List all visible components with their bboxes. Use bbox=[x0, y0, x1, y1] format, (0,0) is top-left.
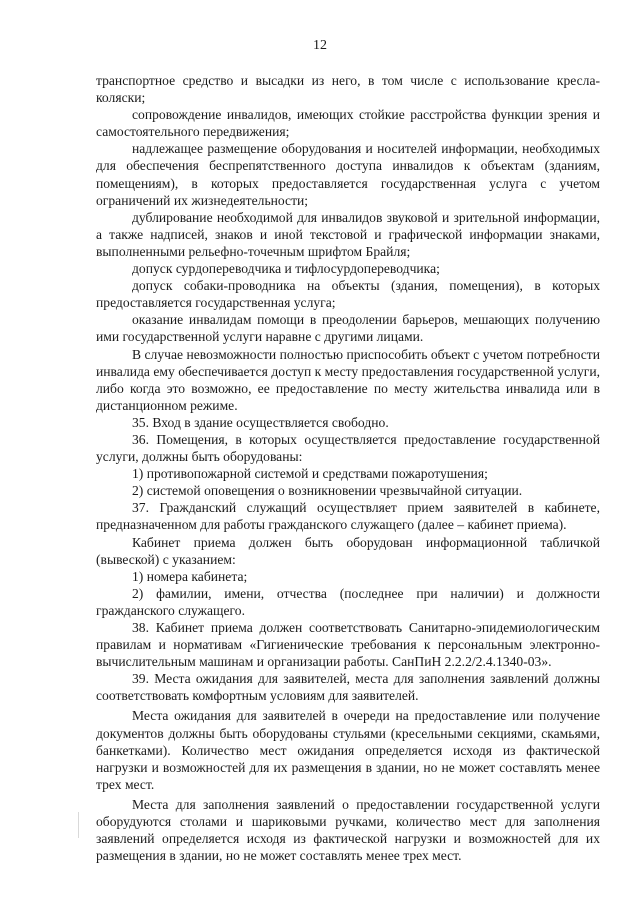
paragraph: оказание инвалидам помощи в преодолении барьеров, мешающих получению ими государственной услуги наравне с другими лицами. bbox=[96, 312, 600, 345]
paragraph: 35. Вход в здание осуществляется свободно. bbox=[132, 414, 389, 430]
paragraph: Места ожидания для заявителей в очереди на предоставление или получение документов должны быть оборудованы стульями (кресельными секциями, скамьями, банкетками). Количество мест ожидания определяется исходя из фактической нагрузки и возможностей для их размещения в здании, но не может составлять менее трех мест. bbox=[96, 708, 600, 792]
paragraph: Места для заполнения заявлений о предоставлении государственной услуги оборудуются столами и шариковыми ручками, количество мест для заполнения заявлений определяется исходя из фактической нагрузки и возможностей для их размещения в здании, но не может составлять менее трех мест. bbox=[96, 796, 600, 864]
paragraph: 37. Гражданский служащий осуществляет прием заявителей в кабинете, предназначенном для работы гражданского служащего (далее – кабинет приема). bbox=[96, 500, 600, 533]
page-number: 12 bbox=[313, 38, 327, 53]
paragraph: допуск собаки-проводника на объекты (здания, помещения), в которых предоставляется государственная услуга; bbox=[96, 278, 600, 311]
scan-margin-mark bbox=[78, 812, 79, 838]
paragraph: надлежащее размещение оборудования и носителей информации, необходимых для обеспечения беспрепятственного доступа инвалидов к объектам (зданиям, помещениям), в которых предоставляется государственная услуга с учетом ограничений их жизнедеятельности; bbox=[96, 141, 600, 208]
paragraph: 2) системой оповещения о возникновении чрезвычайной ситуации. bbox=[132, 483, 523, 499]
paragraph: Кабинет приема должен быть оборудован информационной табличкой (вывеской) с указанием: bbox=[96, 534, 600, 567]
paragraph: допуск сурдопереводчика и тифлосурдопереводчика; bbox=[132, 261, 440, 277]
paragraph: 2) фамилии, имени, отчества (последнее при наличии) и должности гражданского служащего. bbox=[96, 585, 600, 618]
paragraph: 39. Места ожидания для заявителей, места для заполнения заявлений должны соответствовать комфортным условиям для заявителей. bbox=[96, 671, 600, 704]
paragraph: В случае невозможности полностью приспособить объект с учетом потребности инвалида ему обеспечивается доступ к месту предоставления государственной услуги, либо когда это возможно, ее предоставление по месту жительства инвалида или в дистанционном режиме. bbox=[96, 346, 600, 413]
paragraph: 38. Кабинет приема должен соответствовать Санитарно-эпидемиологическим правилам и нормативам «Гигиенические требования к персональным электронно-вычислительным машинам и организации работы. СанПиН 2.2.2/2.4.1340-03». bbox=[96, 620, 600, 670]
paragraph: 1) номера кабинета; bbox=[132, 568, 248, 584]
paragraph: сопровождение инвалидов, имеющих стойкие расстройства функции зрения и самостоятельного передвижения; bbox=[96, 107, 600, 140]
paragraph: дублирование необходимой для инвалидов звуковой и зрительной информации, а также надписей, знаков и иной текстовой и графической информации знаками, выполненными рельефно-точечным шрифтом Брайля; bbox=[96, 209, 600, 259]
paragraph: транспортное средство и высадки из него, в том числе с использование кресла-коляски; bbox=[96, 73, 600, 106]
paragraph: 1) противопожарной системой и средствами пожаротушения; bbox=[132, 466, 488, 482]
document-body bbox=[96, 72, 600, 864]
paragraph: 36. Помещения, в которых осуществляется предоставление государственной услуги, должны быть оборудованы: bbox=[96, 431, 600, 465]
